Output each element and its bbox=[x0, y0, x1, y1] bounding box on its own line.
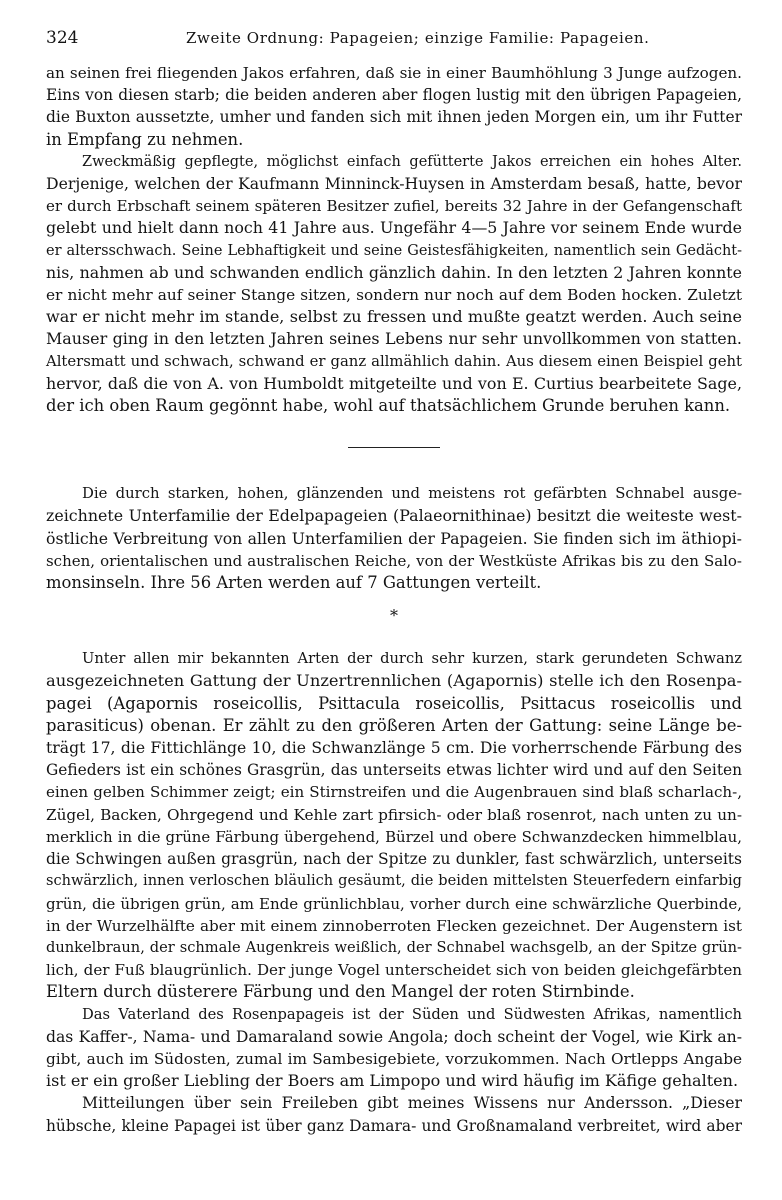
text-line: gelebt und hielt dann noch 41 Jahre aus. Ungefähr 4—5 Jahre vor seinem Ende wurde bbox=[46, 218, 742, 238]
text-line: Unter allen mir bekannten Arten der durch sehr kurzen, stark gerundeten Schwanz bbox=[82, 650, 742, 668]
text-line: schwärzlich, innen verloschen bläulich gesäumt, die beiden mittelsten Steuerfedern einfarbig bbox=[46, 873, 742, 890]
text-line: zeichnete Unterfamilie der Edelpapageien (Palaeornithinae) besitzt die weiteste west- bbox=[46, 506, 742, 526]
asterisk-separator: * bbox=[390, 606, 398, 626]
text-line: er durch Erbschaft seinem späteren Besitzer zufiel, bereits 32 Jahre in der Gefangenschaft bbox=[46, 197, 742, 216]
section-divider bbox=[348, 447, 440, 448]
text-line: dunkelbraun, der schmale Augenkreis weißlich, der Schnabel wachsgelb, an der Spitze grün- bbox=[46, 938, 742, 956]
text-line: er altersschwach. Seine Lebhaftigkeit und seine Geistesfähigkeiten, namentlich sein Gedächt- bbox=[46, 242, 742, 259]
text-line: Die durch starken, hohen, glänzenden und meistens rot gefärbten Schnabel ausge- bbox=[82, 485, 742, 503]
text-line: in Empfang zu nehmen. bbox=[46, 129, 244, 149]
running-head: Zweite Ordnung: Papageien; einzige Familie: Papageien. bbox=[186, 29, 650, 47]
text-line: war er nicht mehr im stande, selbst zu fressen und mußte geatzt werden. Auch seine bbox=[46, 307, 742, 327]
text-line: die Schwingen außen grasgrün, nach der Spitze zu dunkler, fast schwärzlich, unterseits bbox=[46, 850, 742, 869]
paragraph-jako-alter bbox=[46, 151, 742, 417]
text-line: parasiticus) obenan. Er zählt zu den größeren Arten der Gattung: seine Länge be- bbox=[46, 715, 742, 735]
text-line: die Buxton aussetzte, umher und fanden sich mit ihnen jeden Morgen ein, um ihr Futter bbox=[46, 108, 742, 127]
text-line: Mauser ging in den letzten Jahren seines Lebens nur sehr unvollkommen von statten. bbox=[46, 329, 742, 349]
text-line: Zweckmäßig gepflegte, möglichst einfach gefütterte Jakos erreichen ein hohes Alter. bbox=[82, 153, 742, 170]
text-line: hübsche, kleine Papagei ist über ganz Damara- und Großnamaland verbreitet, wird aber bbox=[46, 1116, 742, 1135]
text-line: Das Vaterland des Rosenpapageis ist der Süden und Südwesten Afrikas, namentlich bbox=[82, 1005, 742, 1023]
paragraph-rosenpapagei-vaterland bbox=[46, 1004, 742, 1093]
text-line: er nicht mehr auf seiner Stange sitzen, sondern nur noch auf dem Boden hocken. Zuletzt bbox=[46, 286, 742, 305]
page-number: 324 bbox=[46, 28, 79, 48]
text-line: Altersmatt und schwach, schwand er ganz allmählich dahin. Aus diesem einen Beispiel geht bbox=[46, 352, 742, 370]
text-line: monsinseln. Ihre 56 Arten werden auf 7 Gattungen verteilt. bbox=[46, 573, 542, 593]
text-line: hervor, daß die von A. von Humboldt mitgeteilte und von E. Curtius bearbeitete Sage, bbox=[46, 373, 742, 393]
text-line: einen gelben Schimmer zeigt; ein Stirnstreifen und die Augenbrauen sind blaß scharlach-, bbox=[46, 783, 742, 802]
text-line: an seinen frei fliegenden Jakos erfahren, daß sie in einer Baumhöhlung 3 Junge aufzogen. bbox=[46, 64, 742, 82]
paragraph-edelpapageien bbox=[46, 483, 742, 594]
text-line: gibt, auch im Südosten, zumal im Sambesigebiete, vorzukommen. Nach Ortlepps Angabe bbox=[46, 1049, 742, 1068]
paragraph-rosenpapagei-freileben bbox=[46, 1092, 742, 1136]
text-line: das Kaffer-, Nama- und Damaraland sowie Angola; doch scheint der Vogel, wie Kirk an- bbox=[46, 1027, 742, 1046]
text-line: in der Wurzelhälfte aber mit einem zinnoberroten Flecken gezeichnet. Der Augenstern ist bbox=[46, 916, 742, 935]
text-line: östliche Verbreitung von allen Unterfamilien der Papageien. Sie finden sich im äthiopi- bbox=[46, 528, 742, 548]
text-line: trägt 17, die Fittichlänge 10, die Schwanzlänge 5 cm. Die vorherrschende Färbung des bbox=[46, 738, 742, 758]
text-line: Derjenige, welchen der Kaufmann Minninck-Huysen in Amsterdam besaß, hatte, bevor bbox=[46, 174, 742, 194]
page-header bbox=[46, 28, 742, 62]
text-line: Zügel, Backen, Ohrgegend und Kehle zart pfirsich- oder blaß rosenrot, nach unten zu un- bbox=[46, 805, 742, 824]
paragraph-jako-freileben bbox=[46, 62, 742, 151]
text-line: Eins von diesen starb; die beiden anderen aber flogen lustig mit den übrigen Papageien, bbox=[46, 86, 742, 105]
text-line: lich, der Fuß blaugrünlich. Der junge Vogel unterscheidet sich von beiden gleichgefärbten bbox=[46, 961, 742, 980]
text-line: Gefieders ist ein schönes Grasgrün, das unterseits etwas lichter wird und auf den Seiten bbox=[46, 761, 742, 780]
text-line: nis, nahmen ab und schwanden endlich gänzlich dahin. In den letzten 2 Jahren konnte bbox=[46, 262, 742, 282]
page bbox=[46, 28, 742, 1137]
text-line: grün, die übrigen grün, am Ende grünlichblau, vorher durch eine schwärzliche Querbinde, bbox=[46, 894, 742, 913]
text-line: der ich oben Raum gegönnt habe, wohl auf thatsächlichem Grunde beruhen kann. bbox=[46, 396, 731, 416]
paragraph-rosenpapagei-beschreibung bbox=[46, 648, 742, 1003]
text-line: ist er ein großer Liebling der Boers am Limpopo und wird häufig im Käfige gehalten. bbox=[46, 1071, 739, 1091]
text-line: pagei (Agapornis roseicollis, Psittacula roseicollis, Psittacus roseicollis und bbox=[46, 693, 742, 713]
text-line: Eltern durch düsterere Färbung und den Mangel der roten Stirnbinde. bbox=[46, 982, 635, 1002]
text-line: ausgezeichneten Gattung der Unzertrennlichen (Agapornis) stelle ich den Rosenpa- bbox=[46, 671, 742, 691]
text-line: merklich in die grüne Färbung übergehend, Bürzel und obere Schwanzdecken himmelblau, bbox=[46, 827, 742, 846]
text-line: Mitteilungen über sein Freileben gibt meines Wissens nur Andersson. „Dieser bbox=[82, 1093, 742, 1113]
text-line: schen, orientalischen und australischen Reiche, von der Westküste Afrikas bis zu den Salo- bbox=[46, 551, 742, 570]
